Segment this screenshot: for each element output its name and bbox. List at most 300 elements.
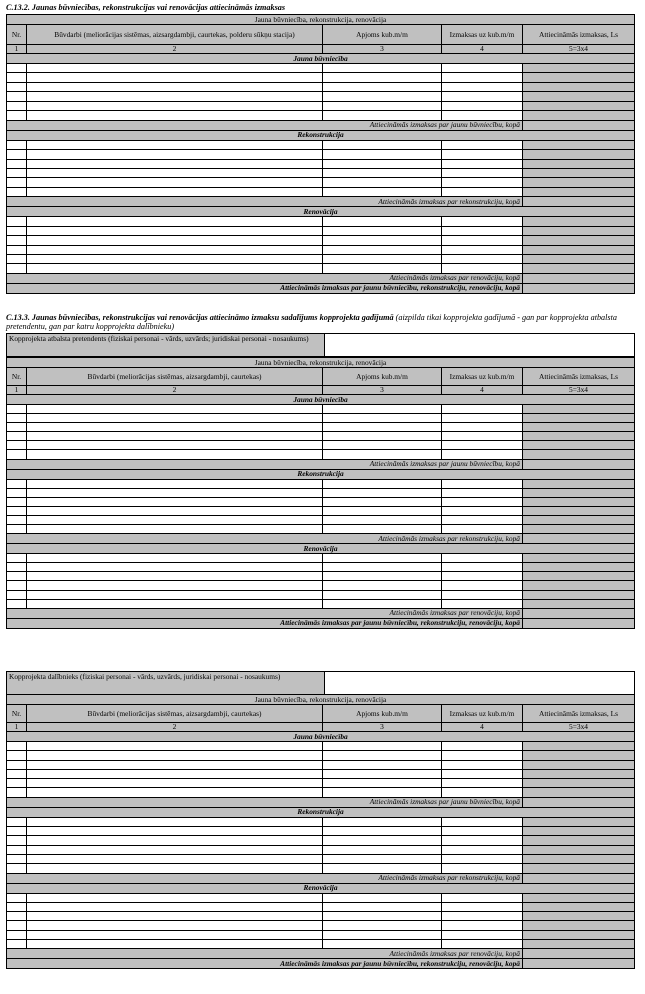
cell-volume[interactable] bbox=[323, 497, 442, 506]
cell-works[interactable] bbox=[27, 264, 323, 273]
cell-unit-cost[interactable] bbox=[442, 217, 523, 226]
cell-unit-cost[interactable] bbox=[442, 599, 523, 608]
cell-nr[interactable] bbox=[7, 217, 27, 226]
cell-eligible bbox=[523, 788, 635, 797]
subtotal-label-reconstruction: Attiecināmās izmaksas par rekonstrukciju, kopā bbox=[7, 534, 523, 544]
cell-unit-cost[interactable] bbox=[442, 414, 523, 423]
cell-eligible bbox=[523, 64, 635, 73]
cell-volume[interactable] bbox=[323, 525, 442, 534]
cell-unit-cost[interactable] bbox=[442, 864, 523, 873]
cell-volume[interactable] bbox=[323, 554, 442, 563]
cell-works[interactable] bbox=[27, 226, 323, 235]
cell-unit-cost[interactable] bbox=[442, 236, 523, 245]
cell-eligible bbox=[523, 101, 635, 110]
cell-eligible bbox=[523, 497, 635, 506]
section-header-reconstruction: Rekonstrukcija bbox=[7, 469, 635, 479]
cell-unit-cost[interactable] bbox=[442, 921, 523, 930]
cell-unit-cost[interactable] bbox=[442, 255, 523, 264]
cell-nr[interactable] bbox=[7, 405, 27, 414]
subtotal-label-new: Attiecināmās izmaksas par jaunu būvniecību, kopā bbox=[7, 120, 523, 130]
cell-works[interactable] bbox=[27, 817, 323, 826]
cell-works[interactable] bbox=[27, 525, 323, 534]
cell-nr[interactable] bbox=[7, 236, 27, 245]
cell-nr[interactable] bbox=[7, 554, 27, 563]
subtotal-label-renovation: Attiecināmās izmaksas par renovāciju, kopā bbox=[7, 273, 523, 283]
cell-nr[interactable] bbox=[7, 187, 27, 196]
cell-works[interactable] bbox=[27, 159, 323, 168]
cell-volume[interactable] bbox=[323, 187, 442, 196]
cell-eligible bbox=[523, 255, 635, 264]
cell-volume[interactable] bbox=[323, 159, 442, 168]
cell-volume[interactable] bbox=[323, 751, 442, 760]
cell-works[interactable] bbox=[27, 92, 323, 101]
cell-nr[interactable] bbox=[7, 450, 27, 459]
cell-works[interactable] bbox=[27, 101, 323, 110]
cell-eligible bbox=[523, 140, 635, 149]
cell-unit-cost[interactable] bbox=[442, 572, 523, 581]
section-header-new: Jauna būvniecība bbox=[7, 732, 635, 742]
cell-nr[interactable] bbox=[7, 432, 27, 441]
cell-unit-cost[interactable] bbox=[442, 893, 523, 902]
subtotal-value-new bbox=[523, 120, 635, 130]
cell-unit-cost[interactable] bbox=[442, 92, 523, 101]
cell-works[interactable] bbox=[27, 479, 323, 488]
col-eligible: Attiecināmās izmaksas, Ls bbox=[523, 705, 635, 723]
cell-works[interactable] bbox=[27, 902, 323, 911]
cell-works[interactable] bbox=[27, 168, 323, 177]
cell-unit-cost[interactable] bbox=[442, 751, 523, 760]
cell-unit-cost[interactable] bbox=[442, 854, 523, 863]
cell-unit-cost[interactable] bbox=[442, 441, 523, 450]
cell-nr[interactable] bbox=[7, 168, 27, 177]
cell-works[interactable] bbox=[27, 769, 323, 778]
cell-works[interactable] bbox=[27, 779, 323, 788]
subtotal-value-reconstruction bbox=[523, 873, 635, 883]
cell-unit-cost[interactable] bbox=[442, 423, 523, 432]
grand-total-value bbox=[523, 618, 635, 628]
cell-eligible bbox=[523, 921, 635, 930]
cell-volume[interactable] bbox=[323, 255, 442, 264]
cell-nr[interactable] bbox=[7, 599, 27, 608]
cell-unit-cost[interactable] bbox=[442, 82, 523, 91]
cell-unit-cost[interactable] bbox=[442, 902, 523, 911]
cell-volume[interactable] bbox=[323, 73, 442, 82]
col-number: 4 bbox=[442, 45, 523, 54]
cell-volume[interactable] bbox=[323, 414, 442, 423]
cell-volume[interactable] bbox=[323, 930, 442, 939]
cell-works[interactable] bbox=[27, 854, 323, 863]
cell-volume[interactable] bbox=[323, 236, 442, 245]
cell-works[interactable] bbox=[27, 864, 323, 873]
cell-works[interactable] bbox=[27, 82, 323, 91]
cell-volume[interactable] bbox=[323, 902, 442, 911]
cell-unit-cost[interactable] bbox=[442, 845, 523, 854]
group-header: Jauna būvniecība, rekonstrukcija, renovācija bbox=[7, 695, 635, 705]
col-nr: Nr. bbox=[7, 368, 27, 386]
subtotal-label-reconstruction: Attiecināmās izmaksas par rekonstrukciju, kopā bbox=[7, 197, 523, 207]
cell-works[interactable] bbox=[27, 178, 323, 187]
cell-nr[interactable] bbox=[7, 742, 27, 751]
cell-volume[interactable] bbox=[323, 788, 442, 797]
cell-nr[interactable] bbox=[7, 497, 27, 506]
cell-works[interactable] bbox=[27, 441, 323, 450]
cell-works[interactable] bbox=[27, 245, 323, 254]
cell-unit-cost[interactable] bbox=[442, 817, 523, 826]
cell-works[interactable] bbox=[27, 563, 323, 572]
cell-nr[interactable] bbox=[7, 590, 27, 599]
cell-nr[interactable] bbox=[7, 845, 27, 854]
subtotal-value-reconstruction bbox=[523, 197, 635, 207]
section-title-c13-2: C.13.2. Jaunas būvniecības, rekonstrukcijas vai renovācijas attiecināmās izmaksas bbox=[6, 3, 286, 12]
cell-eligible bbox=[523, 836, 635, 845]
cell-unit-cost[interactable] bbox=[442, 64, 523, 73]
cell-works[interactable] bbox=[27, 73, 323, 82]
cell-volume[interactable] bbox=[323, 111, 442, 120]
group-header: Jauna būvniecība, rekonstrukcija, renovācija bbox=[7, 358, 635, 368]
col-number: 3 bbox=[323, 386, 442, 395]
applicant-input[interactable] bbox=[325, 334, 635, 357]
cell-unit-cost[interactable] bbox=[442, 450, 523, 459]
cell-unit-cost[interactable] bbox=[442, 405, 523, 414]
cell-nr[interactable] bbox=[7, 760, 27, 769]
col-eligible: Attiecināmās izmaksas, Ls bbox=[523, 25, 635, 45]
cell-nr[interactable] bbox=[7, 101, 27, 110]
cell-unit-cost[interactable] bbox=[442, 111, 523, 120]
subtotal-label-reconstruction: Attiecināmās izmaksas par rekonstrukciju, kopā bbox=[7, 873, 523, 883]
col-number: 3 bbox=[323, 723, 442, 732]
cell-eligible bbox=[523, 111, 635, 120]
cell-works[interactable] bbox=[27, 590, 323, 599]
cell-volume[interactable] bbox=[323, 742, 442, 751]
cell-volume[interactable] bbox=[323, 423, 442, 432]
cell-nr[interactable] bbox=[7, 572, 27, 581]
cell-works[interactable] bbox=[27, 488, 323, 497]
cell-volume[interactable] bbox=[323, 769, 442, 778]
cell-works[interactable] bbox=[27, 921, 323, 930]
cell-volume[interactable] bbox=[323, 140, 442, 149]
cell-nr[interactable] bbox=[7, 82, 27, 91]
cell-eligible bbox=[523, 827, 635, 836]
cell-eligible bbox=[523, 226, 635, 235]
cell-nr[interactable] bbox=[7, 817, 27, 826]
cell-volume[interactable] bbox=[323, 245, 442, 254]
cell-eligible bbox=[523, 414, 635, 423]
cell-volume[interactable] bbox=[323, 581, 442, 590]
cell-unit-cost[interactable] bbox=[442, 525, 523, 534]
cell-nr[interactable] bbox=[7, 178, 27, 187]
cell-volume[interactable] bbox=[323, 405, 442, 414]
cell-eligible bbox=[523, 432, 635, 441]
cell-volume[interactable] bbox=[323, 893, 442, 902]
cell-nr[interactable] bbox=[7, 140, 27, 149]
cell-works[interactable] bbox=[27, 930, 323, 939]
cell-works[interactable] bbox=[27, 450, 323, 459]
group-header: Jauna būvniecība, rekonstrukcija, renovācija bbox=[7, 15, 635, 25]
cell-eligible bbox=[523, 864, 635, 873]
subtotal-value-renovation bbox=[523, 608, 635, 618]
cell-eligible bbox=[523, 159, 635, 168]
cell-volume[interactable] bbox=[323, 515, 442, 524]
cell-unit-cost[interactable] bbox=[442, 264, 523, 273]
subtotal-value-reconstruction bbox=[523, 534, 635, 544]
cell-volume[interactable] bbox=[323, 150, 442, 159]
cell-volume[interactable] bbox=[323, 572, 442, 581]
cell-eligible bbox=[523, 264, 635, 273]
cell-volume[interactable] bbox=[323, 590, 442, 599]
cell-volume[interactable] bbox=[323, 432, 442, 441]
cell-volume[interactable] bbox=[323, 506, 442, 515]
cell-unit-cost[interactable] bbox=[442, 788, 523, 797]
cell-works[interactable] bbox=[27, 515, 323, 524]
cell-nr[interactable] bbox=[7, 940, 27, 949]
cell-unit-cost[interactable] bbox=[442, 140, 523, 149]
cell-nr[interactable] bbox=[7, 92, 27, 101]
cell-eligible bbox=[523, 845, 635, 854]
col-number: 1 bbox=[7, 723, 27, 732]
section-header-new: Jauna būvniecība bbox=[7, 54, 635, 64]
col-works: Būvdarbi (meliorācijas sistēmas, aizsargdambji, caurtekas) bbox=[27, 368, 323, 386]
section-header-reconstruction: Rekonstrukcija bbox=[7, 807, 635, 817]
cell-nr[interactable] bbox=[7, 921, 27, 930]
col-number: 1 bbox=[7, 386, 27, 395]
cell-unit-cost[interactable] bbox=[442, 168, 523, 177]
cell-volume[interactable] bbox=[323, 817, 442, 826]
cell-nr[interactable] bbox=[7, 150, 27, 159]
col-works: Būvdarbi (meliorācijas sistēmas, aizsargdambji, caurtekas) bbox=[27, 705, 323, 723]
cell-volume[interactable] bbox=[323, 760, 442, 769]
cell-unit-cost[interactable] bbox=[442, 554, 523, 563]
cell-unit-cost[interactable] bbox=[442, 432, 523, 441]
cell-volume[interactable] bbox=[323, 599, 442, 608]
cell-nr[interactable] bbox=[7, 488, 27, 497]
cell-nr[interactable] bbox=[7, 506, 27, 515]
cell-volume[interactable] bbox=[323, 64, 442, 73]
cell-works[interactable] bbox=[27, 827, 323, 836]
cell-nr[interactable] bbox=[7, 827, 27, 836]
col-volume: Apjoms kub.m/m bbox=[323, 25, 442, 45]
cell-unit-cost[interactable] bbox=[442, 760, 523, 769]
cell-works[interactable] bbox=[27, 150, 323, 159]
cell-eligible bbox=[523, 441, 635, 450]
cell-unit-cost[interactable] bbox=[442, 226, 523, 235]
col-eligible: Attiecināmās izmaksas, Ls bbox=[523, 368, 635, 386]
col-unit-cost: Izmaksas uz kub.m/m bbox=[442, 705, 523, 723]
cell-unit-cost[interactable] bbox=[442, 150, 523, 159]
cell-nr[interactable] bbox=[7, 159, 27, 168]
cell-unit-cost[interactable] bbox=[442, 769, 523, 778]
cell-works[interactable] bbox=[27, 217, 323, 226]
cell-volume[interactable] bbox=[323, 101, 442, 110]
cell-eligible bbox=[523, 525, 635, 534]
participant-input[interactable] bbox=[325, 672, 635, 695]
cell-works[interactable] bbox=[27, 599, 323, 608]
cell-volume[interactable] bbox=[323, 479, 442, 488]
cell-unit-cost[interactable] bbox=[442, 930, 523, 939]
cell-nr[interactable] bbox=[7, 893, 27, 902]
cell-nr[interactable] bbox=[7, 479, 27, 488]
grand-total-label: Attiecināmās izmaksas par jaunu būvniecību, rekonstrukciju, renovāciju, kopā bbox=[7, 959, 523, 969]
col-number: 2 bbox=[27, 723, 323, 732]
cell-works[interactable] bbox=[27, 836, 323, 845]
cell-unit-cost[interactable] bbox=[442, 159, 523, 168]
cell-unit-cost[interactable] bbox=[442, 940, 523, 949]
col-unit-cost: Izmaksas uz kub.m/m bbox=[442, 368, 523, 386]
participant-block bbox=[6, 671, 635, 695]
cell-eligible bbox=[523, 488, 635, 497]
cell-nr[interactable] bbox=[7, 779, 27, 788]
cell-volume[interactable] bbox=[323, 450, 442, 459]
cell-eligible bbox=[523, 506, 635, 515]
cell-unit-cost[interactable] bbox=[442, 488, 523, 497]
cell-nr[interactable] bbox=[7, 563, 27, 572]
cell-nr[interactable] bbox=[7, 836, 27, 845]
cell-works[interactable] bbox=[27, 405, 323, 414]
cell-volume[interactable] bbox=[323, 864, 442, 873]
cell-nr[interactable] bbox=[7, 423, 27, 432]
cell-volume[interactable] bbox=[323, 563, 442, 572]
subtotal-label-new: Attiecināmās izmaksas par jaunu būvniecību, kopā bbox=[7, 797, 523, 807]
cell-works[interactable] bbox=[27, 506, 323, 515]
cell-nr[interactable] bbox=[7, 912, 27, 921]
cell-volume[interactable] bbox=[323, 217, 442, 226]
cell-works[interactable] bbox=[27, 414, 323, 423]
cell-nr[interactable] bbox=[7, 769, 27, 778]
cell-nr[interactable] bbox=[7, 226, 27, 235]
cell-unit-cost[interactable] bbox=[442, 563, 523, 572]
cell-eligible bbox=[523, 742, 635, 751]
col-volume: Apjoms kub.m/m bbox=[323, 705, 442, 723]
cell-nr[interactable] bbox=[7, 73, 27, 82]
cell-nr[interactable] bbox=[7, 111, 27, 120]
cell-volume[interactable] bbox=[323, 226, 442, 235]
cell-nr[interactable] bbox=[7, 245, 27, 254]
cell-nr[interactable] bbox=[7, 902, 27, 911]
cell-eligible bbox=[523, 82, 635, 91]
section-header-renovation: Renovācija bbox=[7, 207, 635, 217]
cell-unit-cost[interactable] bbox=[442, 590, 523, 599]
section-header-new: Jauna būvniecība bbox=[7, 395, 635, 405]
cell-nr[interactable] bbox=[7, 930, 27, 939]
cell-volume[interactable] bbox=[323, 845, 442, 854]
cell-works[interactable] bbox=[27, 423, 323, 432]
cell-works[interactable] bbox=[27, 760, 323, 769]
grand-total-value bbox=[523, 959, 635, 969]
cell-eligible bbox=[523, 73, 635, 82]
cell-volume[interactable] bbox=[323, 854, 442, 863]
cell-unit-cost[interactable] bbox=[442, 187, 523, 196]
cell-eligible bbox=[523, 168, 635, 177]
subtotal-value-renovation bbox=[523, 273, 635, 283]
cell-volume[interactable] bbox=[323, 82, 442, 91]
cell-works[interactable] bbox=[27, 432, 323, 441]
cell-volume[interactable] bbox=[323, 836, 442, 845]
cell-works[interactable] bbox=[27, 940, 323, 949]
cell-volume[interactable] bbox=[323, 779, 442, 788]
cell-unit-cost[interactable] bbox=[442, 245, 523, 254]
cell-volume[interactable] bbox=[323, 92, 442, 101]
cell-unit-cost[interactable] bbox=[442, 912, 523, 921]
cell-unit-cost[interactable] bbox=[442, 101, 523, 110]
subtotal-value-new bbox=[523, 797, 635, 807]
cell-nr[interactable] bbox=[7, 441, 27, 450]
cell-nr[interactable] bbox=[7, 414, 27, 423]
col-volume: Apjoms kub.m/m bbox=[323, 368, 442, 386]
cell-nr[interactable] bbox=[7, 788, 27, 797]
cell-eligible bbox=[523, 751, 635, 760]
cell-volume[interactable] bbox=[323, 441, 442, 450]
cell-nr[interactable] bbox=[7, 264, 27, 273]
cell-works[interactable] bbox=[27, 255, 323, 264]
section-header-renovation: Renovācija bbox=[7, 883, 635, 893]
cell-works[interactable] bbox=[27, 581, 323, 590]
cell-works[interactable] bbox=[27, 64, 323, 73]
cell-volume[interactable] bbox=[323, 940, 442, 949]
cell-unit-cost[interactable] bbox=[442, 73, 523, 82]
cell-volume[interactable] bbox=[323, 827, 442, 836]
cell-nr[interactable] bbox=[7, 515, 27, 524]
cell-volume[interactable] bbox=[323, 178, 442, 187]
cell-nr[interactable] bbox=[7, 854, 27, 863]
cell-works[interactable] bbox=[27, 572, 323, 581]
cell-works[interactable] bbox=[27, 845, 323, 854]
cell-eligible bbox=[523, 563, 635, 572]
cell-eligible bbox=[523, 779, 635, 788]
cell-works[interactable] bbox=[27, 497, 323, 506]
cell-nr[interactable] bbox=[7, 255, 27, 264]
cell-nr[interactable] bbox=[7, 64, 27, 73]
cell-works[interactable] bbox=[27, 742, 323, 751]
cell-unit-cost[interactable] bbox=[442, 506, 523, 515]
cell-unit-cost[interactable] bbox=[442, 497, 523, 506]
cell-works[interactable] bbox=[27, 187, 323, 196]
cell-volume[interactable] bbox=[323, 264, 442, 273]
cell-works[interactable] bbox=[27, 788, 323, 797]
grand-total-value bbox=[523, 283, 635, 293]
cell-works[interactable] bbox=[27, 912, 323, 921]
cell-unit-cost[interactable] bbox=[442, 515, 523, 524]
cell-unit-cost[interactable] bbox=[442, 827, 523, 836]
cell-works[interactable] bbox=[27, 893, 323, 902]
cell-eligible bbox=[523, 581, 635, 590]
cell-unit-cost[interactable] bbox=[442, 479, 523, 488]
cell-works[interactable] bbox=[27, 236, 323, 245]
cell-unit-cost[interactable] bbox=[442, 779, 523, 788]
cell-eligible bbox=[523, 92, 635, 101]
cell-works[interactable] bbox=[27, 751, 323, 760]
cell-works[interactable] bbox=[27, 554, 323, 563]
cell-unit-cost[interactable] bbox=[442, 178, 523, 187]
cell-works[interactable] bbox=[27, 111, 323, 120]
cell-eligible bbox=[523, 450, 635, 459]
cell-unit-cost[interactable] bbox=[442, 581, 523, 590]
cell-works[interactable] bbox=[27, 140, 323, 149]
cell-volume[interactable] bbox=[323, 488, 442, 497]
cell-volume[interactable] bbox=[323, 168, 442, 177]
cell-nr[interactable] bbox=[7, 581, 27, 590]
cell-eligible bbox=[523, 854, 635, 863]
cell-eligible bbox=[523, 572, 635, 581]
cell-nr[interactable] bbox=[7, 525, 27, 534]
cell-nr[interactable] bbox=[7, 751, 27, 760]
cell-unit-cost[interactable] bbox=[442, 742, 523, 751]
costs-table bbox=[6, 694, 635, 969]
subtotal-value-renovation bbox=[523, 949, 635, 959]
col-nr: Nr. bbox=[7, 705, 27, 723]
cell-nr[interactable] bbox=[7, 864, 27, 873]
cell-unit-cost[interactable] bbox=[442, 836, 523, 845]
cell-volume[interactable] bbox=[323, 921, 442, 930]
cell-volume[interactable] bbox=[323, 912, 442, 921]
